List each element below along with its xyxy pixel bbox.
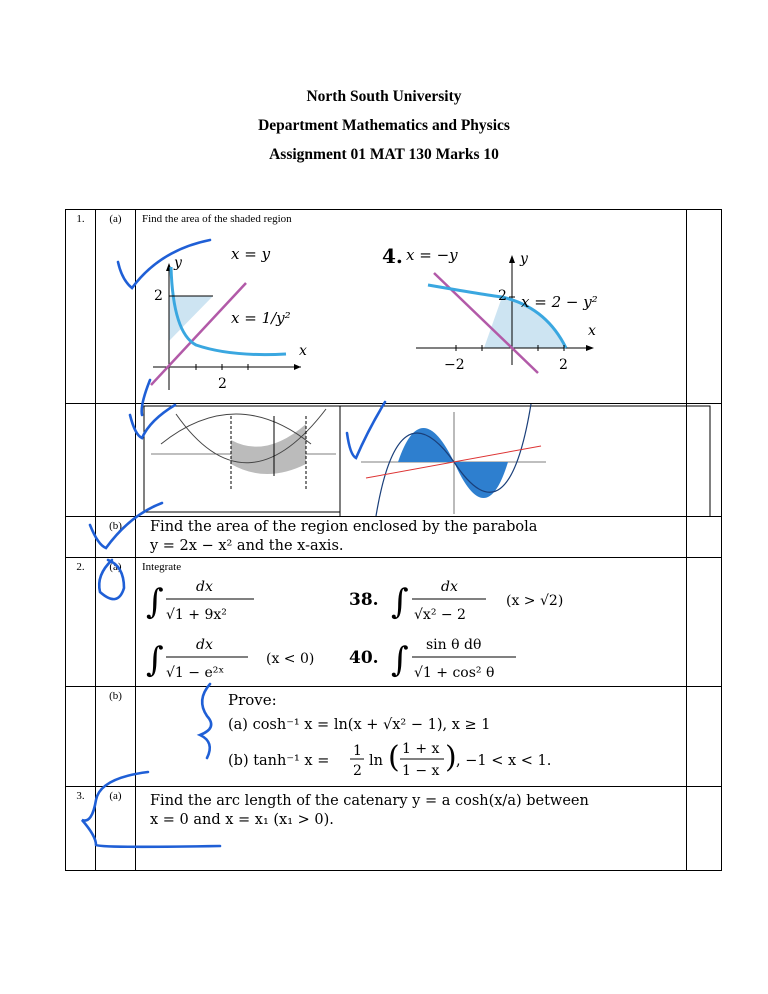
integral-sign: ∫ [391, 640, 409, 680]
y-axis-label: y [520, 251, 528, 267]
question-1a-extra-row [66, 404, 722, 517]
prove-part-a: (a) cosh⁻¹ x = ln(x + √x² − 1), x ≥ 1 [228, 717, 491, 733]
question-3a-content [136, 787, 687, 871]
open-paren: ( [388, 740, 400, 775]
integral-denominator: √1 − e²ˣ [166, 665, 225, 681]
equation-label: x = 1/y² [231, 309, 291, 327]
question-1a-row [66, 210, 722, 404]
prove-block [136, 687, 686, 781]
problem-text: x = 0 and x = x₁ (x₁ > 0). [150, 812, 334, 828]
integral-sign: ∫ [146, 582, 164, 622]
assignment-title: Assignment 01 MAT 130 Marks 10 [269, 146, 499, 163]
prove-part-b: (b) tanh⁻¹ x = [228, 753, 330, 769]
question-text: Integrate [142, 561, 182, 573]
integral-condition: (x > √2) [506, 593, 564, 609]
equation-label: x = y [231, 245, 271, 263]
x-axis-label: x [299, 343, 307, 359]
problem-text: y = 2x − x² and the x-axis. [150, 538, 344, 554]
fraction-numerator: 1 [353, 743, 362, 759]
sub-label: (a) [96, 558, 136, 687]
assignment-table [65, 209, 722, 871]
small-graph-right [361, 404, 546, 516]
integral-numerator: dx [441, 579, 458, 595]
integral-numerator: dx [196, 637, 213, 653]
integrals [136, 573, 686, 681]
integral-denominator: √x² − 2 [414, 607, 466, 623]
sub-label: (b) [96, 687, 136, 787]
fraction-numerator: 1 + x [402, 741, 440, 757]
problem-text: Find the area of the region enclosed by the parabola [150, 519, 538, 535]
ln-label: ln [369, 753, 383, 769]
question-1b-content [136, 517, 687, 558]
department-title: Department Mathematics and Physics [258, 117, 510, 134]
question-1a-content [136, 210, 687, 404]
problem-text: Find the arc length of the catenary y = a cosh(x/a) between [150, 793, 589, 809]
integral-numerator: dx [196, 579, 213, 595]
integral-condition: (x < 0) [266, 651, 315, 667]
sub-label: (b) [96, 517, 136, 558]
extra-graphs [136, 404, 687, 517]
question-2b-row [66, 687, 722, 787]
equation-label: x = −y [406, 246, 458, 264]
question-number: 3. [66, 787, 96, 871]
fraction-denominator: 2 [353, 763, 362, 779]
x-axis-label: x [588, 323, 596, 339]
question-3a-row [66, 787, 722, 871]
y-axis-label: y [174, 255, 182, 271]
tick-label-x: −2 [444, 357, 465, 373]
tick-label-x: 2 [218, 376, 227, 392]
prove-condition: , −1 < x < 1. [456, 753, 552, 769]
integral-numerator: sin θ dθ [426, 637, 482, 653]
equation-label: x = 2 − y² [521, 293, 598, 311]
integral-denominator: √1 + 9x² [166, 607, 227, 623]
sub-label: (a) [96, 210, 136, 404]
question-text: Find the area of the shaded region [142, 213, 292, 225]
question-2b-content [136, 687, 687, 787]
tick-label-y: 2 [154, 288, 163, 304]
problem-number: 40. [349, 648, 379, 668]
problem-number: 38. [349, 590, 379, 610]
graph-1 [151, 245, 307, 392]
sub-label: (a) [96, 787, 136, 871]
question-2a-row [66, 558, 722, 687]
question-2a-content [136, 558, 687, 687]
close-paren: ) [445, 740, 457, 775]
tick-label-y: 2 [498, 288, 507, 304]
graph-pair [136, 404, 711, 516]
tick-label-x: 2 [559, 357, 568, 373]
university-title: North South University [306, 88, 462, 105]
question-number: 1. [66, 210, 96, 404]
integral-sign: ∫ [146, 640, 164, 680]
question-number: 2. [66, 558, 96, 687]
graph-2 [382, 244, 598, 373]
problem-number: 4. [382, 244, 403, 268]
integral-sign: ∫ [391, 582, 409, 622]
question-1b-row [66, 517, 722, 558]
prove-title: Prove: [228, 691, 277, 709]
area-graphs [136, 225, 686, 395]
fraction-denominator: 1 − x [402, 763, 440, 779]
integral-denominator: √1 + cos² θ [414, 665, 495, 681]
